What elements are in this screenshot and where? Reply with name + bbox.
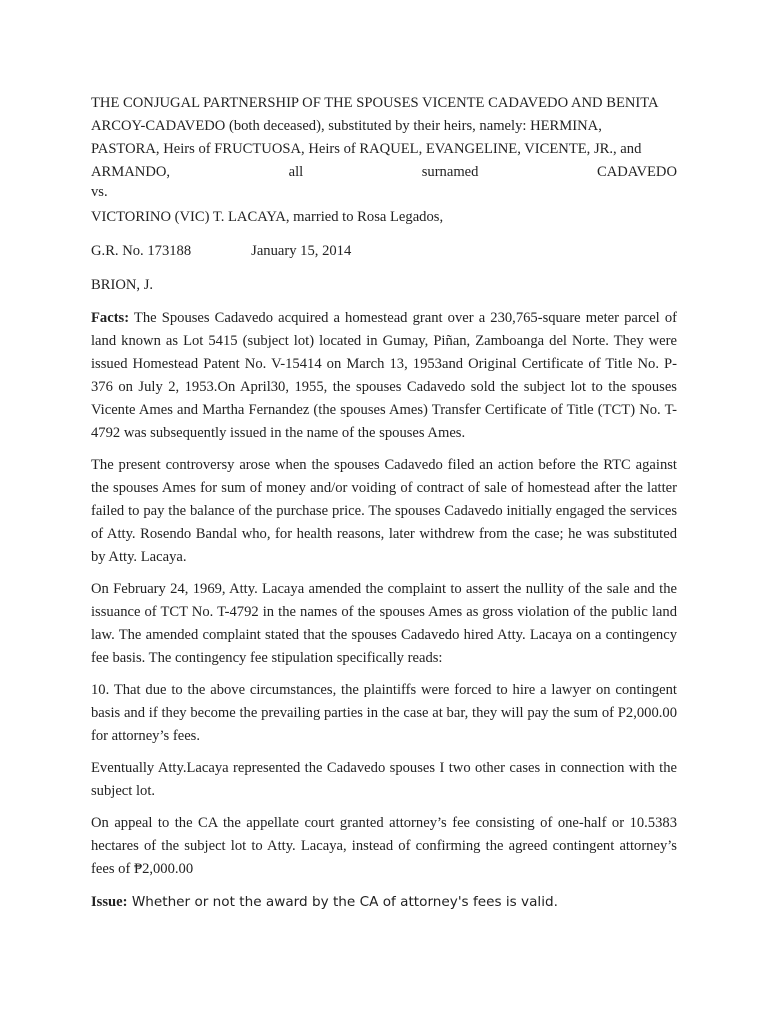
body-paragraph: On February 24, 1969, Atty. Lacaya amended the complaint to assert the nullity of the sale and the issuance of TCT No. T-4792 in the names of the spouses Ames as gross violation of the public land law. The amended complaint stated that the spouses Cadavedo hired Atty. Lacaya on a contingency fee basis. The contingency fee stipulation specifically reads: [91,581,677,666]
issue-paragraph [91,891,677,914]
facts-label: Facts: [91,310,130,326]
body-paragraph: The present controversy arose when the spouses Cadavedo filed an action before the RTC against the spouses Ames for sum of money and/or voiding of contract of sale of homestead after the latter failed to pay the balance of the purchase price. The spouses Cadavedo initially engaged the services of Atty. Rosendo Bandal who, for health reasons, later withdrew from the case; he was substituted by Atty. Lacaya. [91,457,677,565]
decision-date: January 15, 2014 [251,243,352,259]
caption-line: PASTORA, Heirs of FRUCTUOSA, Heirs of RAQUEL, EVANGELINE, VICENTE, JR., and [91,141,642,157]
caption-line: ARCOY-CADAVEDO (both deceased), substituted by their heirs, namely: HERMINA, [91,118,602,134]
caption-line: THE CONJUGAL PARTNERSHIP OF THE SPOUSES VICENTE CADAVEDO AND BENITA [91,95,659,111]
quoted-stipulation: 10. That due to the above circumstances, the plaintiffs were forced to hire a lawyer on contingent basis and if they become the prevailing parties in the case at bar, they will pay the sum of P2,000.00 for attorney’s fees. [91,682,677,744]
respondent-name: VICTORINO (VIC) T. LACAYA, married to Rosa Legados, [91,209,444,225]
case-caption [91,92,677,229]
body-paragraph: On appeal to the CA the appellate court granted attorney’s fee consisting of one-half or 10.5383 hectares of the subject lot to Atty. Lacaya, instead of confirming the agreed contingent attorney’s fees of ₱2,000.00 [91,815,677,877]
facts-paragraph [91,307,677,445]
versus-label: vs. [91,184,108,200]
facts-text: The Spouses Cadavedo acquired a homestead grant over a 230,765-square meter parcel of land known as Lot 5415 (subject lot) located in Gumay, Piñan, Zamboanga del Norte. They were issued Homestead Patent No. V-15414 on March 13, 1953and Original Certificate of Title No. P-376 on July 2, 1953.On April30, 1955, the spouses Cadavedo sold the subject lot to the spouses Vicente Ames and Martha Fernandez (the spouses Ames) Transfer Certificate of Title (TCT) No. T-4792 was subsequently issued in the name of the spouses Ames. [91,310,677,441]
issue-label: Issue: [91,894,128,910]
body-paragraph: Eventually Atty.Lacaya represented the Cadavedo spouses I two other cases in connection with the subject lot. [91,760,677,799]
gr-number: G.R. No. 173188 [91,243,192,259]
case-number-line [91,240,677,263]
caption-line: ARMANDO, all surnamed CADAVEDO [91,164,677,180]
ponente: BRION, J. [91,277,154,293]
issue-text: Whether or not the award by the CA of attorney's fees is valid. [127,894,558,910]
